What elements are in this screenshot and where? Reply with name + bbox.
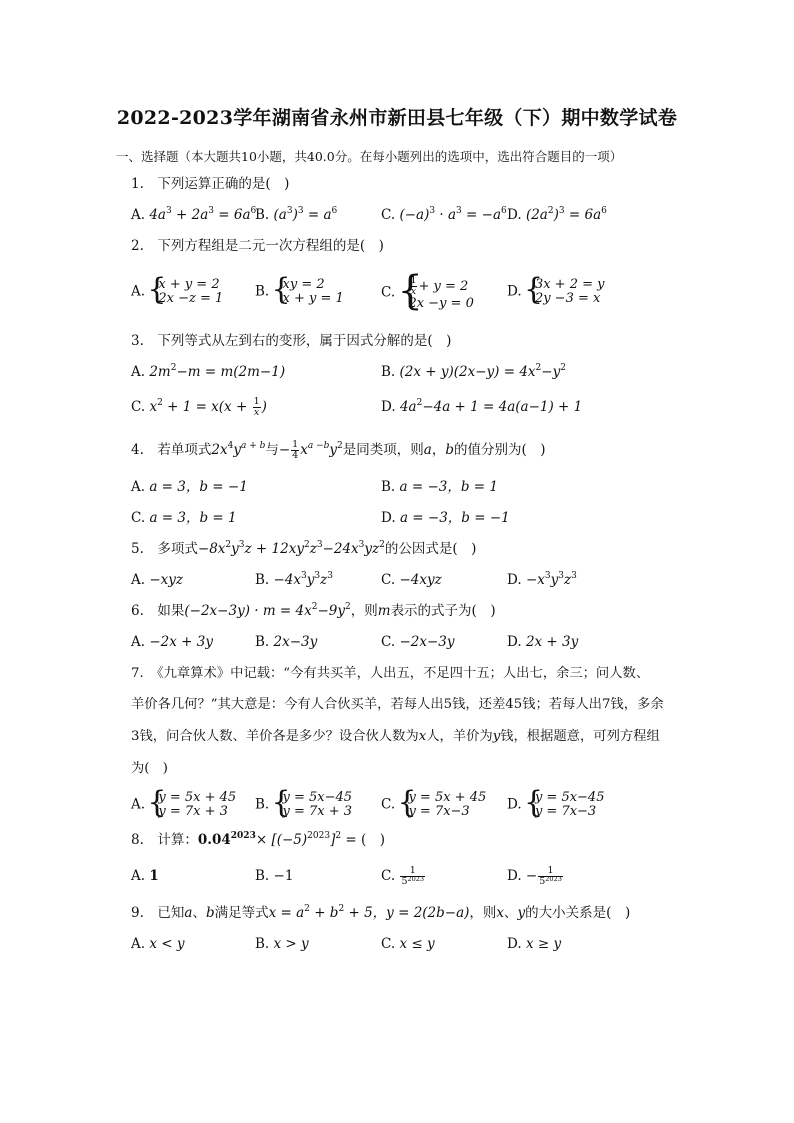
q1-option-a: A. $4a^3 + 2a^3 = 6a^6$ (131, 206, 257, 223)
q3-option-d: D. $4a^2-4a + 1 = 4a(a-1) + 1$ (381, 398, 583, 415)
q3-option-c: C. $x^2 + 1 = x(x$ + $\frac{1}{x}$ ) (131, 396, 267, 418)
q8-option-d: D. − $\frac{1}{5^{2023}}$ (507, 865, 562, 887)
question-9-stem: 9. 已知a、b满足等式$x = a^2 + b^2 + 5$，y = 2(2b−a)，则x、y的大小关系是( ) (131, 904, 631, 921)
question-6-stem: 6. 如果$(-2x-3y) \cdot m = 4x^2-9y^2$，则m表示的式子为( ) (131, 602, 496, 619)
q3-option-b: B. $(2x + y)(2x-y) = 4x^2-y^2$ (381, 363, 566, 380)
q6-option-a: A. −2x + 3y (131, 634, 213, 650)
question-5-stem: 5. 多项式$-8x^2y^3z + 12xy^2z^3-24x^3yz^2$的公因式是( ) (131, 540, 477, 557)
section-heading: 一、选择题（本大题共10小题，共40.0分。在每小题列出的选项中，选出符合题目的一项） (116, 149, 623, 164)
q8-option-c: C. $\frac{1}{5^{2023}}$ (381, 865, 425, 887)
question-7-line-4: 为( ) (131, 761, 168, 776)
q2-option-b: B. { xy = 2 x + y = 1 (255, 278, 344, 306)
q7-option-d: D. { y = 5x−45 y = 7x−3 (507, 791, 604, 819)
question-7-line-3: 3钱，问合伙人数、羊价各是多少？设合伙人数为x人，羊价为y钱，根据题意，可列方程组 (131, 729, 660, 744)
q9-option-b: B. x > y (255, 936, 309, 952)
q4-option-c: C. a = 3，b = 1 (131, 510, 237, 526)
q8-option-b: B. −1 (255, 868, 294, 884)
q7-option-c: C. { y = 5x + 45 y = 7x−3 (381, 791, 486, 819)
q6-option-c: C. −2x−3y (381, 634, 455, 650)
q2-option-c: C. { $\frac{1}{x}$ + y = 2 2x −y = 0 (381, 276, 474, 310)
q5-option-b: B. $-4x^3y^3z^3$ (255, 571, 333, 588)
q7-option-b: B. { y = 5x−45 y = 7x + 3 (255, 791, 352, 819)
question-8-stem: 8. 计算：$0.04^{2023}\times [(-5)^{2023}]^2$ = ( ) (131, 831, 386, 848)
q4-option-d: D. a = −3，b = −1 (381, 510, 510, 526)
q6-option-d: D. 2x + 3y (507, 634, 579, 650)
q5-option-a: A. −xyz (131, 572, 184, 588)
q4-option-a: A. a = 3，b = −1 (131, 479, 248, 495)
q1-option-c: C. $(-a)^3 \cdot a^3 = -a^6$ (381, 206, 507, 223)
question-7-line-1: 7. 《九章算术》中记载：“今有共买羊，人出五，不足四十五；人出七，余三；问人数、 (131, 666, 650, 681)
q9-option-a: A. x < y (131, 936, 185, 952)
q5-option-c: C. −4xyz (381, 572, 442, 588)
question-2-stem: 2. 下列方程组是二元一次方程组的是( ) (131, 238, 384, 254)
question-3-stem: 3. 下列等式从左到右的变形，属于因式分解的是( ) (131, 333, 452, 349)
q1-option-d: D. $(2a^2)^3 = 6a^6$ (507, 206, 607, 223)
q2-option-a: A. { x + y = 2 2x −z = 1 (131, 278, 223, 306)
q7-option-a: A. { y = 5x + 45 y = 7x + 3 (131, 791, 236, 819)
q9-option-c: C. x ≤ y (381, 936, 435, 952)
q1-option-b: B. $(a^3)^3 = a^6$ (255, 206, 338, 223)
q5-option-d: D. $-x^3y^3z^3$ (507, 571, 577, 588)
question-4-stem: 4. 若单项式$2x^4y^{a + b}$与− $\frac{1}{4}$ $x^{a -b}y^2$是同类项，则a，b的值分别为( ) (131, 439, 546, 461)
q3-option-a: A. $2m^2-m = m(2m-1)$ (131, 363, 286, 380)
q2-option-d: D. { 3x + 2 = y 2y −3 = x (507, 278, 604, 306)
question-1-stem: 1. 下列运算正确的是( ) (131, 176, 290, 192)
q4-option-b: B. a = −3，b = 1 (381, 479, 498, 495)
q6-option-b: B. 2x−3y (255, 634, 318, 650)
q8-option-a: A. 1 (131, 868, 159, 884)
q9-option-d: D. x ≥ y (507, 936, 562, 952)
page-title: 2022-2023学年湖南省永州市新田县七年级（下）期中数学试卷 (116, 107, 678, 129)
question-7-line-2: 羊价各几何？”其大意是：今有人合伙买羊，若每人出5钱，还差45钱；若每人出7钱，多余 (131, 697, 664, 712)
